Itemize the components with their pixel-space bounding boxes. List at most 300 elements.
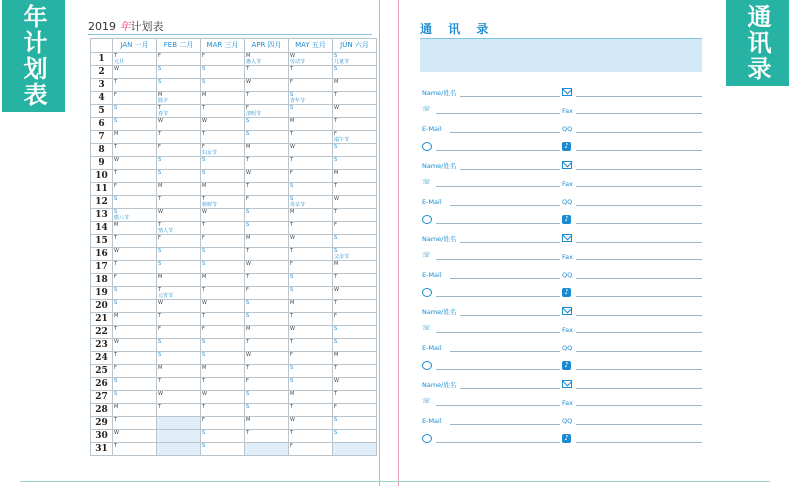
weekday-letter: W (202, 118, 207, 124)
weekday-letter: F (158, 144, 161, 150)
calendar-cell[interactable] (245, 326, 289, 339)
calendar-cell[interactable] (201, 287, 245, 300)
weekday-letter: F (334, 131, 337, 137)
calendar-cell[interactable] (201, 196, 245, 209)
email-label: E-Mail (422, 417, 442, 425)
day-number: 21 (91, 313, 113, 326)
calendar-cell[interactable] (289, 170, 333, 183)
calendar-cell[interactable] (333, 235, 377, 248)
calendar-cell[interactable] (289, 66, 333, 79)
calendar-cell[interactable] (157, 391, 201, 404)
fax-field[interactable] (576, 332, 702, 333)
weekday-letter: S (202, 79, 206, 85)
calendar-cell[interactable] (201, 417, 245, 430)
mail-field[interactable] (576, 388, 702, 389)
weekday-letter: T (246, 248, 250, 254)
calendar-cell[interactable] (333, 196, 377, 209)
calendar-cell[interactable] (157, 300, 201, 313)
calendar-cell[interactable] (201, 118, 245, 131)
mail-field[interactable] (576, 315, 702, 316)
fax-field[interactable] (576, 186, 702, 187)
wechat-field[interactable] (436, 296, 560, 297)
calendar-cell[interactable] (245, 79, 289, 92)
calendar-cell[interactable] (157, 157, 201, 170)
calendar-cell[interactable] (113, 79, 157, 92)
weekday-letter: M (290, 300, 295, 306)
calendar-cell[interactable] (157, 222, 201, 235)
tiktok-field[interactable] (576, 369, 702, 370)
calendar-cell[interactable] (201, 235, 245, 248)
calendar-cell[interactable] (201, 53, 245, 66)
calendar-cell[interactable] (245, 196, 289, 209)
calendar-cell[interactable] (113, 196, 157, 209)
weekday-letter: S (290, 92, 294, 98)
calendar-cell[interactable] (157, 144, 201, 157)
email-field[interactable] (450, 205, 560, 206)
qq-field[interactable] (576, 278, 702, 279)
weekday-letter: S (290, 378, 294, 384)
calendar-cell[interactable] (289, 300, 333, 313)
calendar-cell[interactable] (289, 209, 333, 222)
calendar-cell[interactable] (157, 79, 201, 92)
calendar-cell[interactable] (113, 235, 157, 248)
weekday-letter: T (290, 66, 294, 72)
tiktok-field[interactable] (576, 150, 702, 151)
calendar-cell[interactable] (245, 157, 289, 170)
calendar-cell[interactable] (157, 365, 201, 378)
calendar-cell[interactable] (333, 365, 377, 378)
calendar-cell[interactable] (245, 235, 289, 248)
calendar-cell[interactable] (333, 170, 377, 183)
calendar-cell[interactable] (333, 92, 377, 105)
weekday-letter: W (114, 248, 119, 254)
weekday-letter: S (290, 365, 294, 371)
calendar-cell[interactable] (201, 313, 245, 326)
calendar-cell[interactable] (245, 105, 289, 118)
calendar-cell[interactable] (157, 261, 201, 274)
weekday-letter: S (334, 417, 338, 423)
calendar-cell[interactable] (157, 326, 201, 339)
calendar-cell[interactable] (333, 261, 377, 274)
calendar-cell[interactable] (113, 339, 157, 352)
calendar-cell[interactable] (113, 261, 157, 274)
calendar-cell[interactable] (201, 105, 245, 118)
calendar-cell[interactable] (333, 326, 377, 339)
calendar-cell[interactable] (289, 196, 333, 209)
calendar-cell[interactable] (333, 391, 377, 404)
calendar-cell[interactable] (245, 209, 289, 222)
calendar-cell[interactable] (201, 131, 245, 144)
calendar-row (91, 391, 377, 404)
calendar-cell[interactable] (113, 92, 157, 105)
calendar-cell[interactable] (333, 79, 377, 92)
calendar-cell[interactable] (245, 404, 289, 417)
weekday-letter: M (334, 261, 339, 267)
calendar-cell[interactable] (201, 157, 245, 170)
calendar-cell[interactable] (157, 313, 201, 326)
calendar-cell[interactable] (157, 352, 201, 365)
tiktok-field[interactable] (576, 296, 702, 297)
calendar-cell[interactable] (157, 235, 201, 248)
fax-field[interactable] (576, 113, 702, 114)
weekday-letter: F (202, 235, 205, 241)
calendar-cell[interactable] (245, 222, 289, 235)
month-header: MAR 三月 (201, 39, 245, 53)
weekday-letter: S (246, 404, 250, 410)
calendar-cell[interactable] (157, 196, 201, 209)
calendar-cell[interactable] (245, 417, 289, 430)
calendar-cell[interactable] (333, 53, 377, 66)
calendar-row (91, 404, 377, 417)
weekday-letter: F (246, 287, 249, 293)
name-field[interactable] (460, 96, 560, 97)
calendar-cell[interactable] (113, 209, 157, 222)
calendar-cell[interactable] (113, 183, 157, 196)
calendar-cell[interactable] (245, 365, 289, 378)
calendar-cell[interactable] (201, 274, 245, 287)
calendar-cell[interactable] (333, 105, 377, 118)
calendar-cell[interactable] (333, 378, 377, 391)
weekday-letter: T (246, 365, 250, 371)
holiday-label: 情人节 (158, 228, 174, 234)
calendar-cell[interactable] (157, 443, 201, 456)
calendar-cell[interactable] (333, 66, 377, 79)
calendar-cell[interactable] (245, 183, 289, 196)
calendar-cell[interactable] (333, 339, 377, 352)
month-header: FEB 二月 (157, 39, 201, 53)
calendar-cell[interactable] (289, 235, 333, 248)
calendar-cell[interactable] (289, 326, 333, 339)
calendar-cell[interactable] (333, 248, 377, 261)
calendar-cell[interactable] (333, 313, 377, 326)
mail-field[interactable] (576, 96, 702, 97)
qq-label: QQ (562, 271, 573, 279)
calendar-cell[interactable] (245, 248, 289, 261)
calendar-cell[interactable] (289, 274, 333, 287)
calendar-cell[interactable] (289, 118, 333, 131)
tiktok-field[interactable] (576, 223, 702, 224)
calendar-cell[interactable] (289, 53, 333, 66)
email-label: E-Mail (422, 271, 442, 279)
weekday-letter: M (202, 183, 207, 189)
weekday-letter: M (246, 417, 251, 423)
calendar-cell[interactable] (245, 287, 289, 300)
calendar-cell[interactable] (245, 66, 289, 79)
calendar-cell[interactable] (113, 287, 157, 300)
wechat-field[interactable] (436, 223, 560, 224)
calendar-cell[interactable] (245, 92, 289, 105)
calendar-row (91, 53, 377, 66)
calendar-cell[interactable] (289, 131, 333, 144)
fax-field[interactable] (576, 405, 702, 406)
wechat-field[interactable] (436, 442, 560, 443)
calendar-cell[interactable] (333, 183, 377, 196)
name-field[interactable] (460, 169, 560, 170)
calendar-cell[interactable] (201, 248, 245, 261)
weekday-letter: M (246, 144, 251, 150)
calendar-cell[interactable] (333, 352, 377, 365)
calendar-cell[interactable] (333, 157, 377, 170)
calendar-cell[interactable] (289, 105, 333, 118)
calendar-cell[interactable] (157, 287, 201, 300)
calendar-cell[interactable] (113, 274, 157, 287)
calendar-cell[interactable] (113, 118, 157, 131)
weekday-letter: T (158, 131, 162, 137)
calendar-cell[interactable] (245, 430, 289, 443)
calendar-cell[interactable] (201, 326, 245, 339)
calendar-cell[interactable] (245, 339, 289, 352)
tiktok-field[interactable] (576, 442, 702, 443)
calendar-cell[interactable] (245, 261, 289, 274)
calendar-cell[interactable] (201, 79, 245, 92)
calendar-cell[interactable] (157, 53, 201, 66)
calendar-cell[interactable] (157, 118, 201, 131)
calendar-cell[interactable] (333, 300, 377, 313)
calendar-row (91, 92, 377, 105)
calendar-cell[interactable] (333, 443, 377, 456)
calendar-cell[interactable] (113, 300, 157, 313)
calendar-cell[interactable] (333, 404, 377, 417)
calendar-cell[interactable] (157, 378, 201, 391)
calendar-cell[interactable] (157, 417, 201, 430)
weekday-letter: S (158, 339, 162, 345)
calendar-cell[interactable] (113, 157, 157, 170)
calendar-cell[interactable] (245, 144, 289, 157)
tel-field[interactable] (436, 332, 560, 333)
qq-field[interactable] (576, 132, 702, 133)
calendar-cell[interactable] (245, 443, 289, 456)
weekday-letter: S (334, 248, 338, 254)
calendar-cell[interactable] (201, 365, 245, 378)
weekday-letter: T (202, 131, 206, 137)
email-label: E-Mail (422, 125, 442, 133)
calendar-cell[interactable] (245, 170, 289, 183)
contact-entry (420, 234, 702, 307)
weekday-letter: F (290, 170, 293, 176)
calendar-cell[interactable] (201, 430, 245, 443)
calendar-cell[interactable] (113, 365, 157, 378)
wechat-field[interactable] (436, 150, 560, 151)
calendar-cell[interactable] (289, 430, 333, 443)
holiday-label: 母亲节 (290, 202, 306, 208)
tel-field[interactable] (436, 113, 560, 114)
weekday-letter: F (334, 313, 337, 319)
calendar-cell[interactable] (333, 274, 377, 287)
calendar-cell[interactable] (157, 274, 201, 287)
calendar-cell[interactable] (157, 209, 201, 222)
calendar-cell[interactable] (289, 404, 333, 417)
calendar-cell[interactable] (289, 157, 333, 170)
contact-entry (420, 161, 702, 234)
month-header: JAN 一月 (113, 39, 157, 53)
calendar-cell[interactable] (201, 300, 245, 313)
calendar-cell[interactable] (113, 53, 157, 66)
calendar-cell[interactable] (157, 131, 201, 144)
calendar-cell[interactable] (245, 313, 289, 326)
calendar-cell[interactable] (113, 248, 157, 261)
calendar-cell[interactable] (113, 326, 157, 339)
email-field[interactable] (450, 132, 560, 133)
calendar-cell[interactable] (201, 183, 245, 196)
calendar-cell[interactable] (113, 222, 157, 235)
weekday-letter: T (334, 391, 338, 397)
holiday-label: 春节 (158, 111, 169, 117)
weekday-letter: F (202, 144, 205, 150)
calendar-cell[interactable] (113, 391, 157, 404)
mail-field[interactable] (576, 169, 702, 170)
calendar-cell[interactable] (157, 170, 201, 183)
calendar-cell[interactable] (113, 417, 157, 430)
calendar-cell[interactable] (289, 183, 333, 196)
calendar-cell[interactable] (201, 222, 245, 235)
calendar-cell[interactable] (245, 274, 289, 287)
weekday-letter: S (334, 66, 338, 72)
title-rule (88, 34, 372, 35)
calendar-cell[interactable] (113, 430, 157, 443)
calendar-cell[interactable] (157, 339, 201, 352)
email-field[interactable] (450, 278, 560, 279)
email-field[interactable] (450, 351, 560, 352)
calendar-cell[interactable] (157, 430, 201, 443)
calendar-cell[interactable] (201, 92, 245, 105)
calendar-cell[interactable] (113, 378, 157, 391)
weekday-letter: T (158, 105, 162, 111)
name-field[interactable] (460, 388, 560, 389)
name-field[interactable] (460, 315, 560, 316)
calendar-cell[interactable] (157, 66, 201, 79)
weekday-letter: W (158, 391, 163, 397)
calendar-cell[interactable] (113, 352, 157, 365)
calendar-cell[interactable] (333, 144, 377, 157)
qq-field[interactable] (576, 424, 702, 425)
calendar-cell[interactable] (289, 144, 333, 157)
day-number: 11 (91, 183, 113, 196)
calendar-cell[interactable] (333, 430, 377, 443)
calendar-cell[interactable] (333, 287, 377, 300)
calendar-cell[interactable] (289, 248, 333, 261)
weekday-letter: F (114, 274, 117, 280)
weekday-letter: T (202, 313, 206, 319)
calendar-cell[interactable] (289, 365, 333, 378)
weekday-letter: W (290, 326, 295, 332)
weekday-letter: T (114, 235, 118, 241)
weekday-letter: T (334, 300, 338, 306)
calendar-cell[interactable] (157, 92, 201, 105)
calendar-cell[interactable] (201, 443, 245, 456)
calendar-cell[interactable] (157, 404, 201, 417)
calendar-cell[interactable] (157, 248, 201, 261)
weekday-letter: T (334, 92, 338, 98)
day-number: 1 (91, 53, 113, 66)
name-field[interactable] (460, 242, 560, 243)
calendar-cell[interactable] (113, 131, 157, 144)
weekday-letter: M (246, 53, 251, 59)
planner-title-text: 计划表 (130, 20, 164, 33)
calendar-cell[interactable] (289, 417, 333, 430)
calendar-cell[interactable] (289, 352, 333, 365)
calendar-cell[interactable] (201, 261, 245, 274)
planner-title (88, 18, 164, 34)
day-number: 9 (91, 157, 113, 170)
weekday-letter: M (334, 79, 339, 85)
calendar-row (91, 170, 377, 183)
calendar-cell[interactable] (289, 339, 333, 352)
weekday-letter: S (246, 313, 250, 319)
calendar-cell[interactable] (245, 300, 289, 313)
calendar-cell[interactable] (201, 378, 245, 391)
calendar-cell[interactable] (113, 144, 157, 157)
calendar-cell[interactable] (289, 92, 333, 105)
planner-year: 2019 (88, 20, 116, 33)
calendar-cell[interactable] (245, 131, 289, 144)
calendar-cell[interactable] (245, 118, 289, 131)
calendar-cell[interactable] (333, 222, 377, 235)
weekday-letter: S (114, 391, 118, 397)
calendar-cell[interactable] (289, 391, 333, 404)
weekday-letter: M (202, 274, 207, 280)
email-field[interactable] (450, 424, 560, 425)
qq-field[interactable] (576, 351, 702, 352)
calendar-cell[interactable] (201, 209, 245, 222)
calendar-cell[interactable] (289, 313, 333, 326)
calendar-cell[interactable] (157, 105, 201, 118)
calendar-cell[interactable] (289, 222, 333, 235)
calendar-cell[interactable] (289, 378, 333, 391)
mail-field[interactable] (576, 242, 702, 243)
tel-field[interactable] (436, 259, 560, 260)
wechat-field[interactable] (436, 369, 560, 370)
tel-field[interactable] (436, 186, 560, 187)
calendar-cell[interactable] (333, 118, 377, 131)
weekday-letter: W (334, 196, 339, 202)
weekday-letter: F (334, 222, 337, 228)
weekday-letter: F (290, 352, 293, 358)
calendar-cell[interactable] (245, 53, 289, 66)
calendar-cell[interactable] (245, 378, 289, 391)
calendar-cell[interactable] (333, 417, 377, 430)
calendar-cell[interactable] (201, 404, 245, 417)
fax-field[interactable] (576, 259, 702, 260)
calendar-cell[interactable] (201, 391, 245, 404)
calendar-cell[interactable] (113, 404, 157, 417)
calendar-cell[interactable] (289, 261, 333, 274)
calendar-cell[interactable] (201, 352, 245, 365)
calendar-cell[interactable] (157, 183, 201, 196)
day-number: 12 (91, 196, 113, 209)
calendar-cell[interactable] (113, 443, 157, 456)
qq-field[interactable] (576, 205, 702, 206)
tel-field[interactable] (436, 405, 560, 406)
calendar-cell[interactable] (201, 339, 245, 352)
calendar-cell[interactable] (113, 170, 157, 183)
calendar-cell[interactable] (289, 79, 333, 92)
calendar-cell[interactable] (333, 131, 377, 144)
weekday-letter: T (202, 378, 206, 384)
calendar-cell[interactable] (333, 209, 377, 222)
calendar-cell[interactable] (245, 352, 289, 365)
calendar-cell[interactable] (245, 391, 289, 404)
calendar-cell[interactable] (113, 313, 157, 326)
calendar-cell[interactable] (113, 66, 157, 79)
calendar-cell[interactable] (289, 287, 333, 300)
calendar-cell[interactable] (201, 66, 245, 79)
calendar-cell[interactable] (201, 170, 245, 183)
calendar-row (91, 378, 377, 391)
weekday-letter: S (114, 105, 118, 111)
calendar-cell[interactable] (289, 443, 333, 456)
calendar-cell[interactable] (113, 105, 157, 118)
calendar-cell[interactable] (201, 144, 245, 157)
